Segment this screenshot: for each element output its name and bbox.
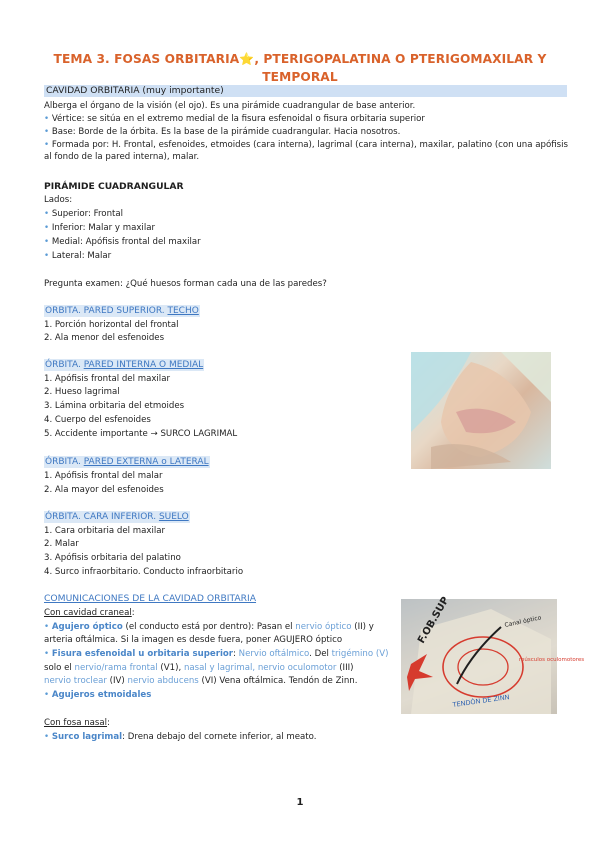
- list-item: • Medial: Apófisis frontal del maxilar: [44, 237, 201, 247]
- heading-lateral: ÓRBITA. PARED EXTERNA o LATERAL: [45, 457, 209, 467]
- page-number: 1: [296, 797, 304, 808]
- bullet-icon: •: [44, 140, 52, 150]
- list-item: 1. Apófisis frontal del maxilar: [44, 374, 170, 384]
- bullet-icon: •: [44, 127, 52, 137]
- link-medial[interactable]: PARED INTERNA O MEDIAL: [83, 360, 204, 370]
- label-canal: Canal óptico: [503, 614, 542, 629]
- list-item: 1. Apófisis frontal del malar: [44, 471, 163, 481]
- bullet-icon: •: [44, 690, 52, 700]
- list-item: • Base: Borde de la órbita. Es la base de la pirámide cuadrangular. Hacia nosotros.: [44, 127, 401, 137]
- craneal-subheading: Con cavidad craneal:: [44, 608, 135, 618]
- list-item: • Fisura esfenoidal u orbitaria superior: Nervio oftálmico. Del trigémino (V): [44, 649, 389, 659]
- orbit-medial-photo: [411, 352, 551, 469]
- piramide-lados: Lados:: [44, 195, 73, 205]
- cavidad-intro: Alberga el órgano de la visión (el ojo). Es una pirámide cuadrangular de base anterior.: [44, 101, 416, 111]
- list-item-continuation: arteria oftálmica. Si la imagen es desde fuera, poner AGUJERO óptico: [44, 635, 343, 645]
- star-icon: ⭐: [239, 52, 255, 66]
- document-title: TEMA 3. FOSAS ORBITARIA⭐, PTERIGOPALATINA O PTERIGOMAXILAR Y TEMPORAL: [53, 52, 547, 84]
- heading-medial: ÓRBITA. PARED INTERNA O MEDIAL: [45, 360, 204, 370]
- bullet-icon: •: [44, 622, 52, 632]
- list-item: • Vértice: se sitúa en el extremo medial de la fisura esfenoidal o fisura orbitaria superior: [44, 114, 425, 124]
- orbit-medial-illustration: [411, 352, 551, 469]
- list-item: • Surco lagrimal: Drena debajo del cornete inferior, al meato.: [44, 732, 317, 742]
- list-item: 2. Ala mayor del esfenoides: [44, 485, 164, 495]
- orbit-annotated-illustration: [401, 595, 585, 714]
- label-fo: F.OB.SUP: [416, 595, 452, 646]
- bullet-icon: •: [44, 237, 52, 247]
- comunicaciones-heading: COMUNICACIONES DE LA CAVIDAD ORBITARIA: [44, 593, 257, 604]
- list-item: • Agujero óptico (el conducto está por dentro): Pasan el nervio óptico (II) y: [44, 622, 374, 632]
- link-suelo[interactable]: SUELO: [158, 512, 189, 522]
- bullet-icon: •: [44, 732, 52, 742]
- list-item: 2. Malar: [44, 539, 79, 549]
- list-item: • Formada por: H. Frontal, esfenoides, etmoides (cara interna), lagrimal (cara interna), maxilar, palatino (con una apófisis al fondo de la pared interna), malar.: [44, 140, 568, 162]
- heading-techo: ORBITA. PARED SUPERIOR. TECHO: [45, 306, 199, 316]
- list-item: 3. Lámina orbitaria del etmoides: [44, 401, 185, 411]
- bullet-icon: •: [44, 251, 52, 261]
- bullet-icon: •: [44, 649, 52, 659]
- list-item: 5. Accidente importante → SURCO LAGRIMAL: [44, 429, 238, 439]
- list-item: 2. Ala menor del esfenoides: [44, 333, 165, 343]
- list-item: • Agujeros etmoidales: [44, 690, 152, 700]
- piramide-heading: PIRÁMIDE CUADRANGULAR: [44, 181, 184, 192]
- bullet-icon: •: [44, 223, 52, 233]
- list-item: • Lateral: Malar: [44, 251, 112, 261]
- section-cavidad-label: CAVIDAD ORBITARIA (muy importante): [46, 85, 224, 96]
- list-item: 2. Hueso lagrimal: [44, 387, 120, 397]
- list-item: • Superior: Frontal: [44, 209, 124, 219]
- exam-question: Pregunta examen: ¿Qué huesos forman cada una de las paredes?: [44, 279, 327, 289]
- link-techo[interactable]: TECHO: [167, 306, 199, 316]
- list-item: • Inferior: Malar y maxilar: [44, 223, 156, 233]
- list-item: 4. Cuerpo del esfenoides: [44, 415, 151, 425]
- label-tendon: TENDÓN DE ZINN: [452, 693, 510, 709]
- list-item-continuation: solo el nervio/rama frontal (V1), nasal y lagrimal, nervio oculomotor (III): [44, 663, 354, 673]
- heading-suelo: ÓRBITA. CARA INFERIOR. SUELO: [45, 512, 189, 522]
- orbit-annotated-photo: [401, 595, 585, 714]
- nasal-subheading: Con fosa nasal:: [44, 718, 110, 728]
- bullet-icon: •: [44, 114, 52, 124]
- list-item: 1. Porción horizontal del frontal: [44, 320, 179, 330]
- list-item: 1. Cara orbitaria del maxilar: [44, 526, 166, 536]
- list-item-continuation: nervio troclear (IV) nervio abducens (VI) Vena oftálmica. Tendón de Zinn.: [44, 676, 358, 686]
- label-musc: músculos oculomotores: [519, 657, 585, 663]
- list-item: 3. Apófisis orbitaria del palatino: [44, 553, 181, 563]
- link-lateral[interactable]: PARED EXTERNA o LATERAL: [83, 457, 209, 467]
- list-item: 4. Surco infraorbitario. Conducto infraorbitario: [44, 567, 244, 577]
- bullet-icon: •: [44, 209, 52, 219]
